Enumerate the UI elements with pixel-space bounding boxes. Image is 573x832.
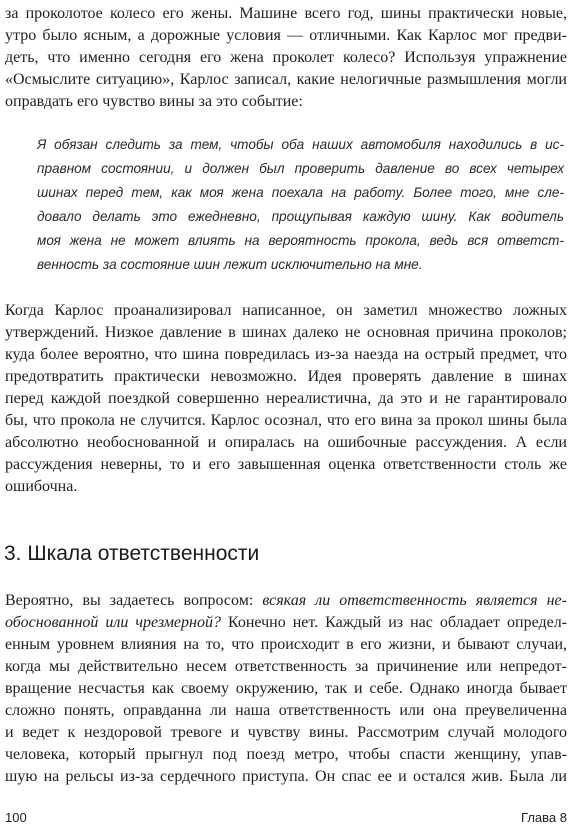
text-line: перед каждой поездкой совершенно нереалистична, да это и не гарантировало <box>5 390 567 407</box>
text-line: ошибочна. <box>5 478 78 495</box>
text-line: утро было ясным, а дорожные условия — отличными. Как Карлос мог предви- <box>5 27 567 44</box>
quote-line: венность за состояние шин лежит исключительно на мне. <box>37 257 423 272</box>
text-line: Когда Карлос проанализировал написанное, он заметил множество ложных <box>5 302 567 319</box>
text-line: предотвратить практически невозможно. Идея проверять давление в шинах <box>5 368 567 385</box>
text-line: абсолютно необоснованной и опиралась на ошибочные рассуждения. А если <box>5 434 567 451</box>
text-line: деть, что именно сегодня его жена проколет колесо? Используя упражнение <box>5 49 567 66</box>
text-line <box>5 591 567 611</box>
section-heading: 3. Шкала ответственности <box>4 542 260 565</box>
quote-line: довало делать это ежедневно, прощупывая каждую шину. Как водитель <box>37 209 564 224</box>
text-line: утверждений. Низкое давление в шинах далеко не основная причина проколов; <box>5 324 567 341</box>
quote-line: моя жена не может влиять на вероятность прокола, ведь вся ответст- <box>37 233 564 248</box>
text-line: и ведет к нездоровой тревоге и чувству вины. Рассмотрим случай молодого <box>5 724 567 741</box>
text-line: «Осмыслите ситуацию», Карлос записал, какие нелогичные размышления могли <box>5 71 567 88</box>
text-line: оправдать его чувство вины за это событие: <box>5 93 303 110</box>
text-line: бы, что прокола не случится. Карлос осознал, что его вина за прокол шины была <box>5 412 567 429</box>
italic-run: обоснованной или чрезмерной? <box>5 614 221 631</box>
chapter-label: Глава 8 <box>521 810 567 825</box>
page-number: 100 <box>5 810 27 825</box>
text-line: человека, который прыгнул под поезд метро, чтобы спасти женщину, упав- <box>5 746 567 763</box>
italic-run: всякая ли ответственность является не- <box>262 592 567 609</box>
text-line: сложно понять, оправданна ли наша ответственность или она преувеличенна <box>5 702 567 719</box>
text-line: вращение несчастья как своему окружению, так и себе. Однако иногда бывает <box>5 680 567 697</box>
text-line: куда более вероятно, что шина повредилась из-за наезда на острый предмет, что <box>5 346 567 363</box>
quote-line: шинах перед тем, как моя жена поехала на работу. Более того, мне сле- <box>37 185 564 200</box>
text-line: рассуждения неверны, то и его завышенная оценка ответственности столь же <box>5 456 567 473</box>
text-line: когда мы действительно несем ответственность за причинение или непредот- <box>5 658 567 675</box>
text-run: Конечно нет. Каждый из нас обладает определ- <box>220 614 568 631</box>
text-line: енным уровнем влияния на то, что происходит в его жизни, и бывают случаи, <box>5 636 567 653</box>
text-line: за проколотое колесо его жены. Машине всего год, шины практически новые, <box>5 5 567 22</box>
text-run: Вероятно, вы задаетесь вопросом: <box>5 592 263 609</box>
quote-line: правном состоянии, и должен был проверить давление во всех четырех <box>37 161 564 176</box>
text-line: шую на рельсы из-за сердечного приступа. Он спас ее и остался жив. Была ли <box>5 768 567 785</box>
text-line <box>5 613 567 633</box>
quote-line: Я обязан следить за тем, чтобы оба наших автомобиля находились в ис- <box>37 137 564 152</box>
